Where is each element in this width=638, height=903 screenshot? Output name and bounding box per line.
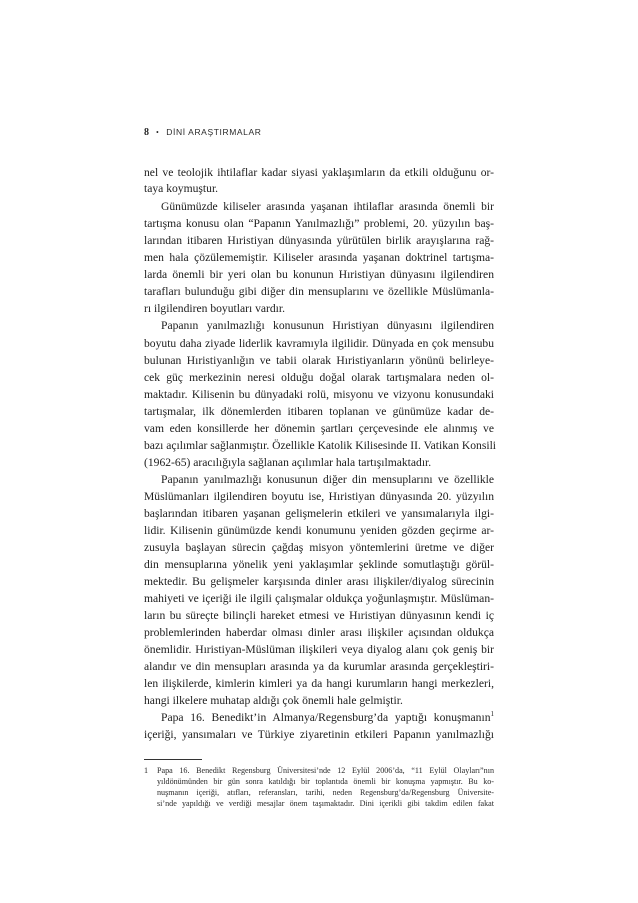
paragraph-first-line: Papanın yanılmazlığı konusunun diğer din mensuplarını ve özellikle — [161, 473, 494, 486]
text-line: larından itibaren Hıristiyan dünyasında yürütülen birlik arayışlarına rağ- — [144, 234, 494, 247]
header-bullet: • — [155, 128, 160, 137]
text-line: len ilişkilerde, kimlerin kimleri ya da hangi kurumların hangi merkezleri, — [144, 677, 494, 690]
text-line: nel ve teolojik ihtilaflar kadar siyasi yaklaşımların da etkili olduğunu or- — [144, 166, 494, 179]
text-line: vam eden konsillerde her dönemin şartları çerçevesinde ele alınmış ve — [144, 422, 494, 435]
running-head — [144, 127, 262, 138]
text-line: taya koymuştur. — [144, 182, 219, 195]
text-line: bulunan Hıristiyanlığın ve tabii olarak Hıristiyanların yönünü belirleye- — [144, 354, 494, 367]
text-span: Papa 16. Benedikt’in Almanya/Regensburg’da yaptığı konuşmanın — [161, 711, 491, 724]
text-line: rı ilgilendiren boyutları vardır. — [144, 302, 286, 315]
text-line: men hala çözülememiştir. Kiliseler arasında yaşanan doktrinel tartışma- — [144, 251, 494, 264]
text-line: tartışma konusu olan “Papanın Yanılmazlığı” problemi, 20. yüzyılın baş- — [144, 217, 494, 230]
paragraph-first-line — [161, 710, 494, 726]
paragraph-first-line: Papanın yanılmazlığı konusunun Hıristiyan dünyasını ilgilendiren — [161, 319, 494, 332]
text-line: din mensuplarına yönelik yeni yaklaşımlar şeklinde somutlaştığı görül- — [144, 558, 494, 571]
text-line: hangi ilkelere muhatap aldığı çok önemli hale gelmiştir. — [144, 694, 403, 707]
text-line: bazı açılımlar sağlanmıştır. Özellikle Katolik Kilisesinde II. Vatikan Konsili — [144, 439, 497, 452]
text-line: başlarından itibaren yaşanan gelişmelerin etkileri ve yansımalarıyla ilgi- — [144, 507, 494, 520]
text-line: önemlidir. Hıristiyan-Müslüman ilişkileri veya diyalog alanı çok geniş bir — [144, 643, 494, 656]
text-line: tartışmalar, ilk dönemlerden itibaren toplanan ve günümüze kadar de- — [144, 405, 494, 418]
text-line: mektedir. Bu gelişmeler karşısında dinler arası ilişkiler/diyalog sürecinin — [144, 575, 494, 588]
text-line: problemlerinden haberdar olması dinler arası ilişkiler açısından oldukça — [144, 626, 494, 639]
text-line: Müslümanları ilgilendiren boyutu ise, Hıristiyan dünyasında 20. yüzyılın — [144, 490, 494, 503]
footnote-line — [144, 765, 494, 776]
text-line: mahiyeti ve içeriği ile ilgili çalışmalar oldukça yoğunlaşmıştır. Müslüman- — [144, 592, 494, 605]
footnote-divider — [144, 759, 202, 760]
text-line: içeriği, yansımaları ve Türkiye ziyaretinin etkileri Papanın yanılmazlığı — [144, 728, 494, 741]
text-line: cek güç merkezinin neresi olduğu doğal olarak tartışmalara neden ol- — [144, 371, 494, 384]
footnote-line: yıldönümünden bir gün sonra katıldığı bir toplantıda önemli bir konuşma yapmıştır. Bu ko- — [157, 777, 494, 786]
text-line: maktadır. Kilisenin bu dünyadaki rolü, misyonu ve vizyonu konusundaki — [144, 388, 494, 401]
footnote-text: Papa 16. Benedikt Regensburg Üniversitesi’nde 12 Eylül 2006’da, “11 Eylül Olayları”nın — [157, 766, 494, 775]
footnote-number: 1 — [144, 766, 149, 775]
text-line: tarafları bulunduğu gibi diğer din mensuplarını ve özellikle Müslümanla- — [144, 285, 494, 298]
running-title: DİNİ ARAŞTIRMALAR — [166, 127, 262, 137]
footnote-line: nuşmanın içeriği, atıfları, referansları, tarihi, neden Regensburg’da/Regensburg Üniversite- — [157, 788, 494, 797]
page-number: 8 — [144, 127, 149, 138]
text-line: larda önemli bir yeri olan bu konunun Hıristiyan dünyasını ilgilendiren — [144, 268, 494, 281]
text-line: boyutu daha ziyade liderlik kavramıyla ilgilidir. Dünyada en çok mensubu — [144, 337, 494, 350]
text-line: (1962-65) aracılığıyla sağlanan açılımlar hala tartışılmaktadır. — [144, 456, 432, 469]
footnote-line: si’nde yapıldığı ve verdiği mesajlar önem taşımaktadır. Dini içerikli gibi takdim edilen fakat — [157, 799, 494, 808]
text-line: ların bu süreçte bilinçli hareket etmesi ve Hıristiyan dünyasının kendi iç — [144, 609, 494, 622]
footnote-reference[interactable]: 1 — [490, 710, 494, 719]
text-line: alandır ve din mensupları arasında ya da kurumlar arasında gerçekleştiri- — [144, 660, 494, 673]
text-line: zusuyla başlayan sürecin çağdaş misyon yöntemlerini üretme ve diğer — [144, 541, 494, 554]
text-line: lidir. Kilisenin günümüzde kendi konumunu yeniden gözden geçirme ar- — [144, 524, 494, 537]
paragraph-first-line: Günümüzde kiliseler arasında yaşanan ihtilaflar arasında önemli bir — [161, 200, 494, 213]
